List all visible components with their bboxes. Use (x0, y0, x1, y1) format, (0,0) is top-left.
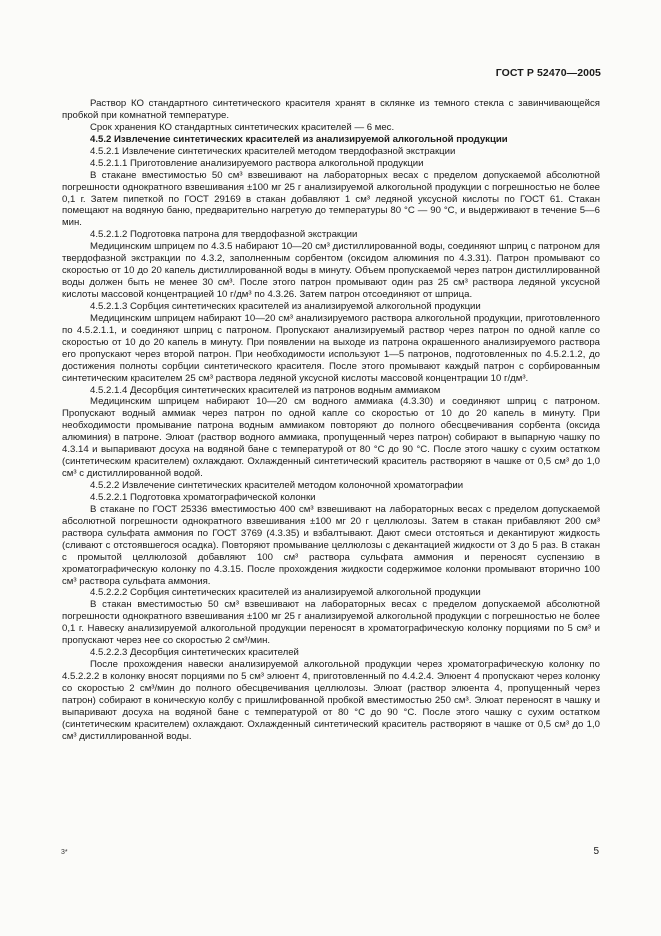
paragraph: 4.5.2.1.2 Подготовка патрона для твердофазной экстракции (90, 229, 358, 241)
paragraph: Медицинским шприцем по 4.3.5 набирают 10—20 см³ дистиллированной воды, соединяют шприц с патроном для твердофазной экстракции по 4.3.2, заполненным сорбентом (оксидом алюминия по 4.3.31). Патрон промывают со скоростью от 10 до 20 капель дистиллированной воды в минуту. Объем пропускаемой через патрон дистиллированной воды должен быть не менее 30 см³. После этого патрон промывают один раз 25 см³ раствора ледяной уксусной кислоты массовой концентрацией 10 г/дм³ по 4.3.26. Затем патрон отсоединяют от шприца. (62, 241, 600, 300)
sheet-mark: 3* (61, 849, 68, 856)
page-number: 5 (593, 846, 599, 857)
paragraph: 4.5.2.1 Извлечение синтетических красителей методом твердофазной экстракции (90, 145, 456, 157)
paragraph: Медицинским шприцем набирают 10—20 см³ анализируемого раствора алкогольной продукции, приготовленного по 4.5.2.1.1, и соединяют шприц с патроном. Пропускают анализируемый раствор через патрон по одной капле со скоростью от 10 до 20 капель в минуту. При появлении на выходе из патрона окрашенного анализируемого раствора его пропускают через второй патрон. При необходимости используют 1—5 патронов, подготовленных по 4.5.2.1.2, до достижения полноты сорбции синтетического красителя. После этого промывают каждый патрон с сорбированным синтетическим красителем 25 см³ раствора ледяной уксусной кислоты массовой концентрации 10 г/дм³. (62, 312, 600, 384)
section-heading: 4.5.2 Извлечение синтетических красителей из анализируемой алкогольной продукции (90, 133, 508, 145)
paragraph: После прохождения навески анализируемой алкогольной продукции через хроматографическую колонку по 4.5.2.2.2 в колонку вносят порциями по 5 см³ элюент 4, приготовленный по 4.4.2.4. Элюент 4 пропускают через колонку со скоростью 2 см³/мин до полного обесцвечивания целлюлозы. Элюат (раствор элюента 4, пропущенный через патрон) собирают в коническую колбу с пришлифованной пробкой вместимостью 250 см³. Элюат переносят в чашку и выпаривают досуха на водяной бане с температурой от 80 °С до 90 °С. После этого чашку с сухим остатком (синтетическим красителем) охлаждают. Охлажденный синтетический краситель растворяют в чашке от 0,5 см³ до 1,0 см³ дистиллированной воды. (62, 659, 600, 742)
paragraph: 4.5.2.2.1 Подготовка хроматографической колонки (90, 491, 316, 503)
paragraph: 4.5.2.1.1 Приготовление анализируемого раствора алкогольной продукции (90, 157, 424, 169)
paragraph: Медицинским шприцем набирают 10—20 см водного аммиака (4.3.30) и соединяют шприц с патроном. Пропускают водный аммиак через патрон по одной капле со скоростью от 10 до 20 капель в минуту. При необходимости промывание патрона водным аммиаком повторяют до полного обесцвечивания сорбента (оксида алюминия) в патроне. Элюат (раствор водного аммиака, пропущенный через патрон) собирают в выпарную чашку по 4.3.14 и выпаривают досуха на водяной бане с температурой от 80 °С до 90 °С. После этого чашку с сухим остатком (синтетическим красителем) охлаждают. Охлажденный синтетический краситель растворяют в чашке от 0,5 см³ до 1,0 см³ с дистиллированной водой. (62, 396, 600, 480)
paragraph: Срок хранения КО стандартных синтетических красителей — 6 мес. (90, 121, 395, 133)
standard-header: ГОСТ Р 52470—2005 (495, 67, 601, 79)
paragraph: 4.5.2.2 Извлечение синтетических красителей методом колоночной хроматографии (90, 480, 464, 491)
document-body (62, 98, 600, 743)
paragraph: 4.5.2.1.3 Сорбция синтетических красителей из анализируемой алкогольной продукции (90, 300, 481, 312)
paragraph: 4.5.2.2.2 Сорбция синтетических красителей из анализируемой алкогольной продукции (90, 587, 481, 599)
paragraph: 4.5.2.2.3 Десорбция синтетических красителей (90, 647, 299, 659)
paragraph: В стакане вместимостью 50 см³ взвешивают на лабораторных весах с пределом допускаемой абсолютной погрешности однократного взвешивания ±100 мг 25 г анализируемой алкогольной продукции с погрешностью не более 0,1 г. Затем пипеткой по ГОСТ 29169 в стакан добавляют 1 см³ ледяной уксусной кислоты по ГОСТ 61. Стакан помещают на водяную баню, предварительно нагретую до температуры 80 °С — 90 °С, и выдерживают в течение 5—6 мин. (62, 169, 600, 229)
paragraph: В стакан вместимостью 50 см³ взвешивают на лабораторных весах с пределом допускаемой абсолютной погрешности однократного взвешивания ±100 мг 25 г анализируемой алкогольной продукции с погрешностью не более 0,1 г. Навеску анализируемой алкогольной продукции переносят в хроматографическую колонку порциями по 5 см³ и пропускают через нее со скоростью 2 см³/мин. (62, 599, 600, 647)
paragraph: В стакане по ГОСТ 25336 вместимостью 400 см³ взвешивают на лабораторных весах с пределом допускаемой абсолютной погрешности однократного взвешивания ±100 мг 20 г целлюлозы. Затем в стакан прибавляют 200 см³ раствора сульфата аммония по ГОСТ 3769 (4.3.35) и взбалтывают. Дают смеси отстояться и декантируют жидкость (сливают с отстоявшегося осадка). Повторяют промывание целлюлозы с декантацией жидкости от 3 до 5 раз. В стакан с промытой целлюлозой добавляют 100 см³ раствора сульфата аммония и переносят суспензию в хроматографическую колонку по 4.3.15. После прохождения жидкости содержимое колонки промывают вторично 100 см³ раствора сульфата аммония. (62, 503, 600, 587)
paragraph: 4.5.2.1.4 Десорбция синтетических красителей из патронов водным аммиаком (90, 384, 441, 396)
paragraph: Раствор КО стандартного синтетического красителя хранят в склянке из темного стекла с завинчивающейся пробкой при комнатной температуре. (62, 98, 600, 121)
